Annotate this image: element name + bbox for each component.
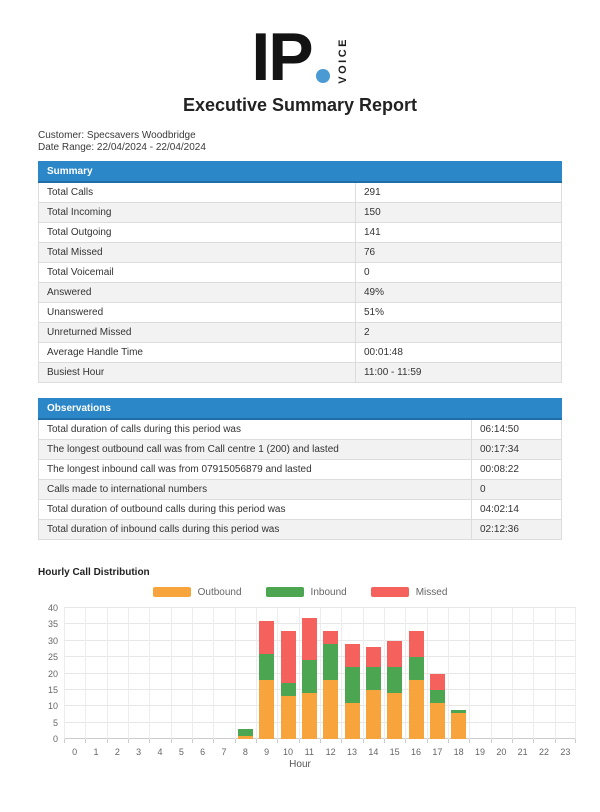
x-axis-label: 20	[496, 747, 507, 757]
bar-hour-10-outbound	[281, 696, 296, 739]
x-tick	[491, 739, 492, 743]
legend-item-missed	[371, 587, 448, 598]
table-row	[39, 520, 562, 540]
table-row	[39, 263, 562, 283]
x-axis-label: 15	[389, 747, 400, 757]
summary-body	[39, 182, 562, 383]
gridline-x	[427, 608, 428, 739]
customer-line: Customer: Specsavers Woodbridge	[38, 130, 196, 141]
x-axis-label: 23	[560, 747, 571, 757]
plot-outer	[38, 603, 571, 759]
bar-hour-16-missed	[409, 631, 424, 657]
legend-swatch-outbound-icon	[153, 587, 191, 597]
x-axis-label: 0	[72, 747, 78, 757]
bar-hour-14-missed	[366, 647, 381, 667]
report-meta	[38, 130, 562, 154]
row-value: 02:12:36	[472, 520, 562, 540]
y-axis-label: 25	[47, 652, 58, 663]
bar-hour-15-outbound	[387, 693, 402, 739]
legend-label: Outbound	[197, 586, 242, 598]
bar-hour-11-inbound	[302, 660, 317, 693]
row-value: 150	[356, 203, 562, 223]
summary-table	[38, 161, 562, 383]
x-axis-label: 13	[346, 747, 357, 757]
date-range-line: Date Range: 22/04/2024 - 22/04/2024	[38, 142, 206, 153]
bar-hour-15-inbound	[387, 667, 402, 693]
table-row	[39, 460, 562, 480]
x-axis-label: 6	[200, 747, 206, 757]
row-label: Calls made to international numbers	[39, 480, 472, 500]
x-axis-label: 2	[114, 747, 120, 757]
y-axis-label: 20	[47, 668, 58, 679]
row-label: Average Handle Time	[39, 343, 356, 363]
table-row	[39, 182, 562, 203]
x-tick	[533, 739, 534, 743]
gridline-x	[405, 608, 406, 739]
gridline-x	[192, 608, 193, 739]
bar-hour-9-outbound	[259, 680, 274, 739]
table-row	[39, 243, 562, 263]
table-row	[39, 363, 562, 383]
x-tick	[85, 739, 86, 743]
logo-dot-icon	[316, 69, 330, 83]
bar-hour-16-outbound	[409, 680, 424, 739]
row-value: 76	[356, 243, 562, 263]
legend-item-inbound	[266, 587, 347, 598]
observations-table	[38, 398, 562, 540]
x-tick	[128, 739, 129, 743]
plot-area	[64, 608, 576, 757]
summary-header: Summary	[39, 162, 562, 183]
logo-ip-text: IP	[251, 19, 312, 96]
row-value: 291	[356, 182, 562, 203]
x-axis-label: 22	[538, 747, 549, 757]
gridline-x	[320, 608, 321, 739]
bar-hour-17-missed	[430, 674, 445, 690]
x-tick	[107, 739, 108, 743]
x-axis-label: 1	[93, 747, 99, 757]
y-axis-label: 5	[52, 717, 58, 728]
y-axis-label: 10	[47, 701, 58, 712]
ipvoice-logo	[0, 0, 600, 96]
row-value: 49%	[356, 283, 562, 303]
y-axis-label: 0	[52, 734, 58, 744]
gridline-x	[575, 608, 576, 739]
table-row	[39, 283, 562, 303]
x-tick	[384, 739, 385, 743]
row-label: Unanswered	[39, 303, 356, 323]
row-label: Busiest Hour	[39, 363, 356, 383]
gridline-x	[64, 608, 65, 739]
row-label: Total duration of calls during this period was	[39, 419, 472, 440]
table-row	[39, 203, 562, 223]
bar-hour-11-outbound	[302, 693, 317, 739]
row-value: 00:08:22	[472, 460, 562, 480]
gridline-x	[128, 608, 129, 739]
row-value: 0	[472, 480, 562, 500]
y-axis-label: 35	[47, 619, 58, 630]
x-axis-label: 21	[517, 747, 528, 757]
legend-swatch-missed-icon	[371, 587, 409, 597]
bar-hour-12-missed	[323, 631, 338, 644]
bar-hour-8-outbound	[238, 736, 253, 739]
row-label: Total Voicemail	[39, 263, 356, 283]
x-tick	[64, 739, 65, 743]
gridline-x	[235, 608, 236, 739]
bar-hour-10-inbound	[281, 683, 296, 696]
x-axis-label: 4	[157, 747, 163, 757]
x-tick	[341, 739, 342, 743]
bar-hour-18-outbound	[451, 713, 466, 739]
bar-hour-12-inbound	[323, 644, 338, 680]
table-row	[39, 323, 562, 343]
row-label: Answered	[39, 283, 356, 303]
bar-hour-13-inbound	[345, 667, 360, 703]
y-axis-label: 15	[47, 684, 58, 695]
row-label: Total Missed	[39, 243, 356, 263]
bar-hour-14-inbound	[366, 667, 381, 690]
x-axis-label: 10	[282, 747, 293, 757]
x-axis-title: Hour	[289, 759, 311, 770]
bar-hour-12-outbound	[323, 680, 338, 739]
row-value: 141	[356, 223, 562, 243]
gridline-x	[107, 608, 108, 739]
gridline-x	[85, 608, 86, 739]
logo-voice-text: VOICE	[336, 37, 349, 84]
row-label: Total Outgoing	[39, 223, 356, 243]
chart-legend	[38, 586, 562, 598]
table-row	[39, 303, 562, 323]
row-label: The longest inbound call was from 07915056879 and lasted	[39, 460, 472, 480]
x-tick	[469, 739, 470, 743]
row-label: Total Calls	[39, 182, 356, 203]
x-axis-label: 11	[304, 747, 314, 757]
x-tick	[427, 739, 428, 743]
x-axis-label: 7	[221, 747, 227, 757]
gridline-x	[469, 608, 470, 739]
x-axis-label: 9	[264, 747, 270, 757]
row-label: Unreturned Missed	[39, 323, 356, 343]
x-tick	[235, 739, 236, 743]
gridline-x	[384, 608, 385, 739]
gridline-x	[256, 608, 257, 739]
x-axis-label: 12	[325, 747, 336, 757]
x-axis-label: 3	[136, 747, 142, 757]
gridline-x	[171, 608, 172, 739]
chart-title: Hourly Call Distribution	[38, 567, 150, 578]
bar-hour-13-outbound	[345, 703, 360, 739]
table-row	[39, 223, 562, 243]
row-label: The longest outbound call was from Call centre 1 (200) and lasted	[39, 440, 472, 460]
bar-hour-9-missed	[259, 621, 274, 654]
x-tick	[575, 739, 576, 743]
hourly-call-distribution-chart	[38, 567, 571, 770]
table-row	[39, 500, 562, 520]
x-tick	[171, 739, 172, 743]
legend-swatch-inbound-icon	[266, 587, 304, 597]
row-value: 11:00 - 11:59	[356, 363, 562, 383]
x-axis-label: 18	[453, 747, 464, 757]
row-value: 00:17:34	[472, 440, 562, 460]
x-tick	[448, 739, 449, 743]
x-tick	[213, 739, 214, 743]
bar-hour-16-inbound	[409, 657, 424, 680]
x-axis-label: 8	[242, 747, 248, 757]
page-title: Executive Summary Report	[182, 95, 418, 115]
gridline-x	[363, 608, 364, 739]
gridline-x	[491, 608, 492, 739]
bar-hour-14-outbound	[366, 690, 381, 739]
row-value: 06:14:50	[472, 419, 562, 440]
x-axis-label: 17	[432, 747, 443, 757]
gridline-x	[213, 608, 214, 739]
x-axis-label: 16	[410, 747, 421, 757]
gridline-x	[299, 608, 300, 739]
x-axis-label: 19	[474, 747, 485, 757]
bar-hour-15-missed	[387, 641, 402, 667]
row-value: 2	[356, 323, 562, 343]
bar-hour-8-inbound	[238, 729, 253, 736]
x-tick	[405, 739, 406, 743]
row-label: Total duration of inbound calls during this period was	[39, 520, 472, 540]
gridline-x	[341, 608, 342, 739]
bar-hour-10-missed	[281, 631, 296, 683]
x-tick	[149, 739, 150, 743]
legend-label: Missed	[415, 586, 448, 598]
observations-body	[39, 419, 562, 540]
row-value: 04:02:14	[472, 500, 562, 520]
y-axis-label: 30	[47, 635, 58, 646]
x-tick	[363, 739, 364, 743]
table-row	[39, 343, 562, 363]
x-tick	[192, 739, 193, 743]
x-tick	[555, 739, 556, 743]
bar-hour-13-missed	[345, 644, 360, 667]
observations-header-row	[39, 399, 562, 420]
x-tick	[320, 739, 321, 743]
x-axis-label: 5	[178, 747, 184, 757]
y-axis-label: 40	[47, 603, 58, 613]
gridline-x	[555, 608, 556, 739]
x-tick	[299, 739, 300, 743]
gridline-x	[277, 608, 278, 739]
gridline-x	[533, 608, 534, 739]
bar-hour-17-inbound	[430, 690, 445, 703]
bar-hour-9-inbound	[259, 654, 274, 680]
x-axis-label: 14	[368, 747, 379, 757]
bar-hour-11-missed	[302, 618, 317, 661]
observations-header: Observations	[39, 399, 562, 420]
x-tick	[256, 739, 257, 743]
table-row	[39, 419, 562, 440]
legend-label: Inbound	[310, 586, 347, 598]
row-value: 51%	[356, 303, 562, 323]
gridline-x	[512, 608, 513, 739]
summary-header-row	[39, 162, 562, 183]
bar-hour-17-outbound	[430, 703, 445, 739]
bar-hour-18-inbound	[451, 710, 466, 713]
legend-item-outbound	[153, 587, 242, 598]
table-row	[39, 440, 562, 460]
row-value: 0	[356, 263, 562, 283]
row-label: Total Incoming	[39, 203, 356, 223]
gridline-x	[149, 608, 150, 739]
row-label: Total duration of outbound calls during this period was	[39, 500, 472, 520]
x-tick	[277, 739, 278, 743]
table-row	[39, 480, 562, 500]
row-value: 00:01:48	[356, 343, 562, 363]
gridline-x	[448, 608, 449, 739]
x-tick	[512, 739, 513, 743]
